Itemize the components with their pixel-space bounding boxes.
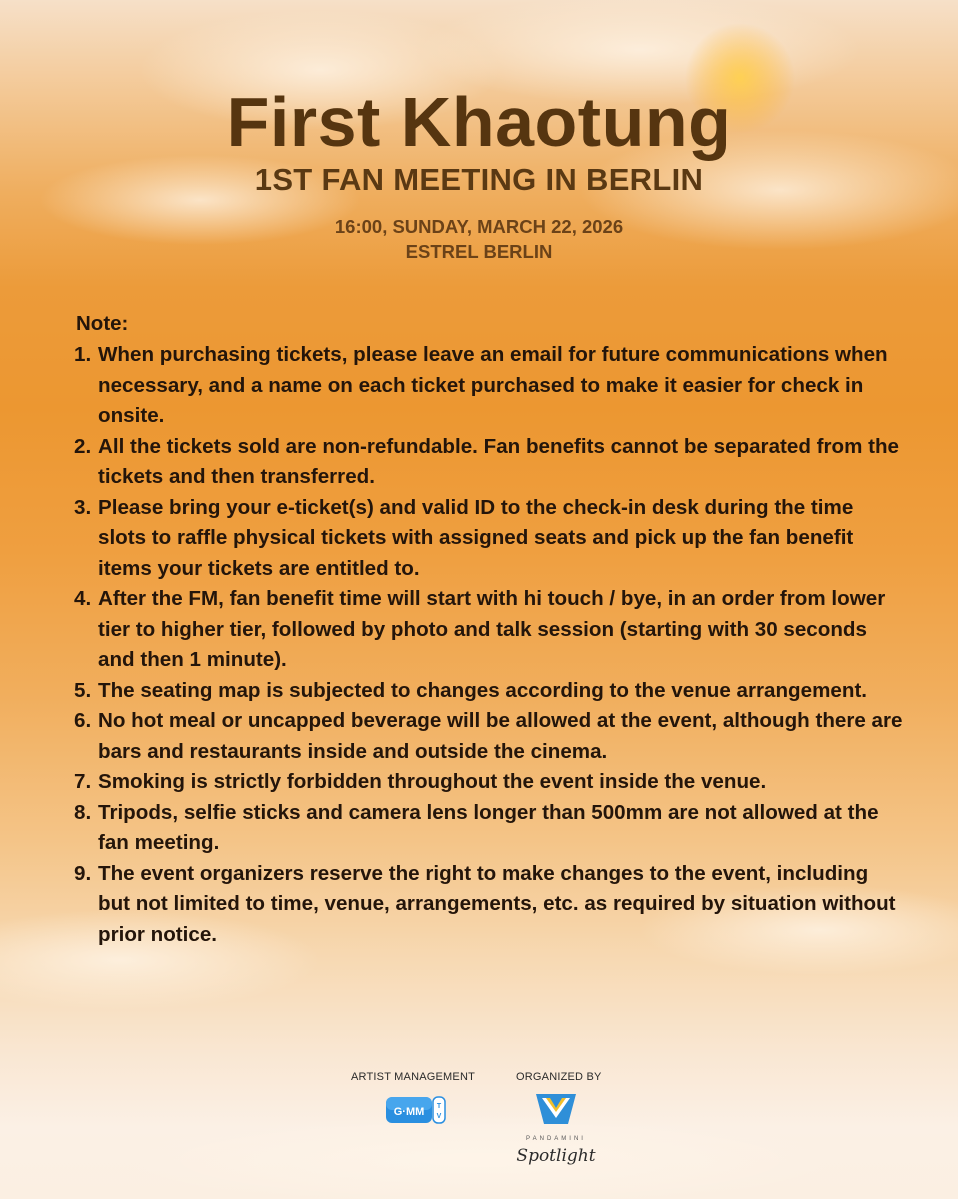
svg-text:V: V — [436, 1113, 442, 1120]
note-text: When purchasing tickets, please leave an email for future communications when necessary, and a name on each ticket purchased to make it easier for check in onsite. — [98, 343, 888, 427]
note-number: 1. — [74, 343, 92, 366]
note-text: All the tickets sold are non-refundable. Fan benefits cannot be separated from the tickets and then transferred. — [98, 434, 900, 488]
note-number: 4. — [74, 587, 92, 610]
artist-management-label: ARTIST MANAGEMENT — [351, 1071, 476, 1083]
note-number: 9. — [74, 861, 92, 885]
organized-by-label: ORGANIZED BY — [516, 1071, 602, 1083]
spotlight-tagline: PANDAMINI — [526, 1136, 586, 1142]
gmmtv-logo — [385, 1093, 447, 1127]
note-number: 3. — [74, 495, 92, 519]
note-text: The event organizers reserve the right to make changes to the event, including but not limited to time, venue, arrangements, etc. as required by situation without prior notice. — [98, 861, 896, 946]
spotlight-logo — [532, 1088, 580, 1130]
note-number: 7. — [74, 770, 92, 793]
note-text: Please bring your e-ticket(s) and valid ID to the check-in desk during the time slots to raffle physical tickets with assigned seats and pick up the fan benefit items your tickets are entitled to. — [98, 495, 854, 580]
note-item — [74, 798, 904, 859]
note-item — [74, 706, 904, 767]
event-subtitle: 1ST FAN MEETING IN BERLIN — [254, 162, 704, 197]
note-item — [74, 340, 904, 432]
svg-text:T: T — [436, 1103, 442, 1110]
note-item — [74, 432, 904, 493]
note-item — [74, 859, 904, 951]
note-number: 6. — [74, 709, 92, 732]
event-title: First Khaotung — [226, 83, 732, 161]
spotlight-wordmark: Spotlight — [516, 1146, 596, 1166]
note-text: Smoking is strictly forbidden throughout the event inside the venue. — [98, 770, 767, 793]
note-text: Tripods, selfie sticks and camera lens longer than 500mm are not allowed at the fan meeting. — [98, 800, 879, 854]
note-item — [74, 676, 904, 707]
note-text: The seating map is subjected to changes according to the venue arrangement. — [98, 678, 868, 702]
note-item — [74, 584, 904, 676]
notes-heading: Note: — [76, 312, 129, 335]
note-number: 8. — [74, 800, 92, 824]
note-text: No hot meal or uncapped beverage will be allowed at the event, although there are bars and restaurants inside and outside the cinema. — [98, 709, 903, 763]
note-item — [74, 493, 904, 585]
event-venue: ESTREL BERLIN — [405, 241, 553, 262]
note-item — [74, 767, 904, 798]
note-number: 2. — [74, 434, 92, 458]
note-number: 5. — [74, 678, 92, 702]
event-datetime: 16:00, SUNDAY, MARCH 22, 2026 — [334, 216, 624, 237]
notes-list — [74, 340, 904, 950]
svg-text:G·MM: G·MM — [393, 1106, 425, 1118]
note-text: After the FM, fan benefit time will start with hi touch / bye, in an order from lower tier to higher tier, followed by photo and talk session (starting with 30 seconds and then 1 minute). — [98, 587, 886, 671]
